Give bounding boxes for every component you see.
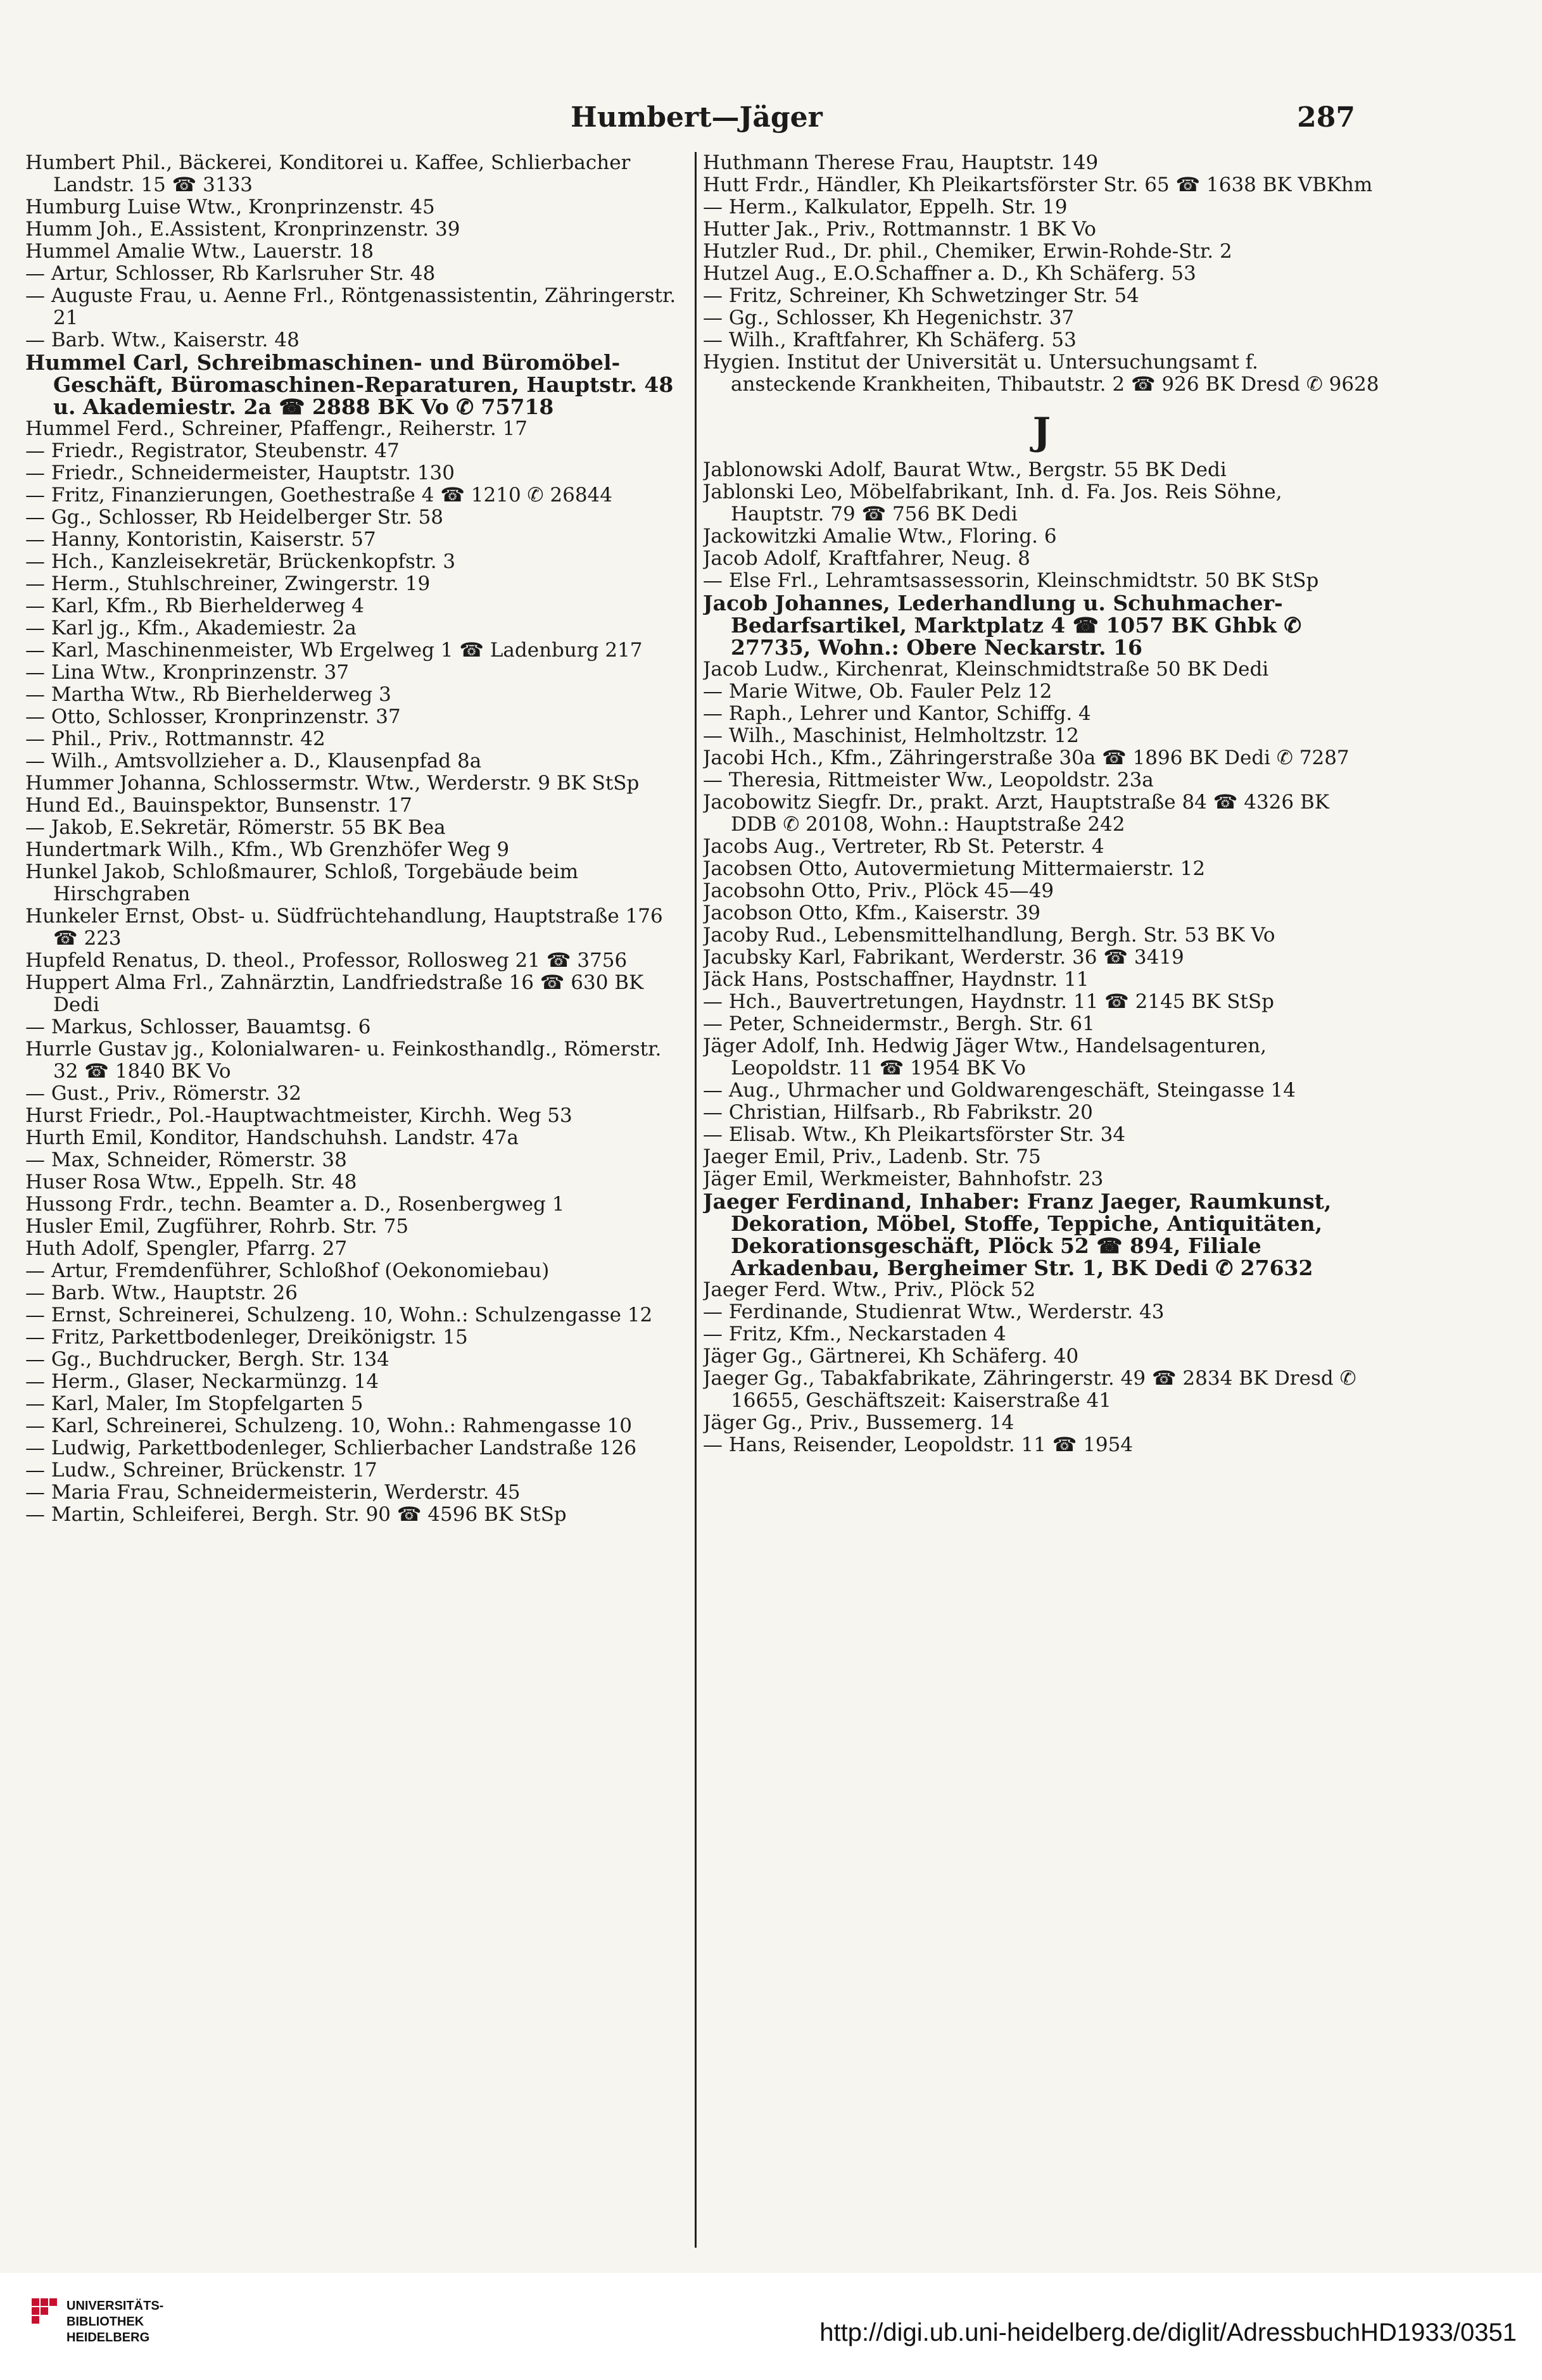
directory-entry: Hutzel Aug., E.O.Schaffner a. D., Kh Schäferg. 53: [703, 262, 1196, 285]
directory-entry: — Maria Frau, Schneidermeisterin, Werderstr. 45: [25, 1481, 521, 1504]
library-line: UNIVERSITÄTS-: [66, 2299, 164, 2313]
directory-entry: — Else Frl., Lehramtsassessorin, Kleinschmidtstr. 50 BK StSp: [703, 569, 1319, 592]
directory-entry: Jaeger Ferdinand, Inhaber: Franz Jaeger, Raumkunst, Dekoration, Möbel, Stoffe, Teppiche, Antiquitäten, Dekorationsgeschäft, Plöck 52 ☎ 894, Filiale Arkadenbau, Bergheimer Str. 1, BK Dedi ✆ 27632: [703, 1189, 1332, 1280]
directory-entry: — Karl jg., Kfm., Akademiestr. 2a: [25, 617, 357, 639]
directory-entry: — Herm., Stuhlschreiner, Zwingerstr. 19: [25, 572, 431, 595]
directory-entry: Jacobs Aug., Vertreter, Rb St. Peterstr. 4: [703, 835, 1104, 858]
directory-entry: — Fritz, Schreiner, Kh Schwetzinger Str. 54: [703, 284, 1139, 307]
directory-entry: Jacob Adolf, Kraftfahrer, Neug. 8: [703, 547, 1030, 570]
directory-entry: — Martin, Schleiferei, Bergh. Str. 90 ☎ 4596 BK StSp: [25, 1503, 567, 1526]
directory-entry: Jäger Gg., Priv., Bussemerg. 14: [703, 1411, 1014, 1434]
directory-entry: — Herm., Glaser, Neckarmünzg. 14: [25, 1370, 379, 1393]
directory-entry: — Raph., Lehrer und Kantor, Schiffg. 4: [703, 702, 1091, 725]
directory-entry: Hunkel Jakob, Schloßmaurer, Schloß, Torgebäude beim Hirschgraben: [25, 860, 579, 905]
library-name: [66, 2298, 163, 2346]
directory-entry: — Hch., Bauvertretungen, Haydnstr. 11 ☎ 2145 BK StSp: [703, 990, 1274, 1013]
directory-entry: Jacob Ludw., Kirchenrat, Kleinschmidtstraße 50 BK Dedi: [703, 658, 1269, 681]
section-letter: J: [1032, 410, 1051, 454]
directory-entry: — Gg., Schlosser, Rb Heidelberger Str. 58: [25, 506, 444, 529]
directory-entry: Hutt Frdr., Händler, Kh Pleikartsförster Str. 65 ☎ 1638 BK VBKhm: [703, 173, 1373, 196]
directory-entry: — Herm., Kalkulator, Eppelh. Str. 19: [703, 196, 1068, 218]
directory-entry: — Otto, Schlosser, Kronprinzenstr. 37: [25, 705, 401, 728]
directory-entry: Jäger Gg., Gärtnerei, Kh Schäferg. 40: [703, 1345, 1079, 1368]
directory-entry: Jacubsky Karl, Fabrikant, Werderstr. 36 ☎ 3419: [703, 946, 1184, 969]
column-divider: [695, 152, 697, 2248]
directory-entry: — Christian, Hilfsarb., Rb Fabrikstr. 20: [703, 1101, 1093, 1124]
right-column: [703, 152, 1381, 2248]
directory-entry: Hummer Johanna, Schlossermstr. Wtw., Werderstr. 9 BK StSp: [25, 772, 640, 795]
directory-entry: Humburg Luise Wtw., Kronprinzenstr. 45: [25, 196, 435, 218]
directory-entry: — Friedr., Schneidermeister, Hauptstr. 130: [25, 462, 455, 484]
directory-entry: Hussong Frdr., techn. Beamter a. D., Rosenbergweg 1: [25, 1193, 565, 1216]
directory-entry: Jacobowitz Siegfr. Dr., prakt. Arzt, Hauptstraße 84 ☎ 4326 BK DDB ✆ 20108, Wohn.: Hauptstraße 242: [703, 791, 1329, 836]
directory-entry: — Hanny, Kontoristin, Kaiserstr. 57: [25, 528, 376, 551]
directory-entry: Jaeger Emil, Priv., Ladenb. Str. 75: [703, 1145, 1041, 1168]
library-logo: [32, 2298, 222, 2355]
directory-entry: — Barb. Wtw., Kaiserstr. 48: [25, 329, 300, 351]
directory-entry: — Karl, Maschinenmeister, Wb Ergelweg 1 ☎ Ladenburg 217: [25, 639, 643, 662]
right-column-top: [703, 152, 1381, 396]
directory-entry: Huppert Alma Frl., Zahnärztin, Landfriedstraße 16 ☎ 630 BK Dedi: [25, 971, 644, 1016]
directory-entry: Hurth Emil, Konditor, Handschuhsh. Landstr. 47a: [25, 1126, 519, 1149]
directory-entry: — Marie Witwe, Ob. Fauler Pelz 12: [703, 680, 1052, 703]
directory-entry: — Ferdinande, Studienrat Wtw., Werderstr. 43: [703, 1300, 1165, 1323]
directory-entry: — Friedr., Registrator, Steubenstr. 47: [25, 439, 400, 462]
directory-entry: — Ludwig, Parkettbodenleger, Schlierbacher Landstraße 126: [25, 1437, 637, 1459]
directory-entry: Jablonski Leo, Möbelfabrikant, Inh. d. Fa. Jos. Reis Söhne, Hauptstr. 79 ☎ 756 BK Dedi: [703, 481, 1282, 526]
directory-entry: Hygien. Institut der Universität u. Untersuchungsamt f. ansteckende Krankheiten, Thibautstr. 2 ☎ 926 BK Dresd ✆ 9628: [703, 351, 1379, 396]
directory-entry: Hummel Carl, Schreibmaschinen- und Büromöbel-Geschäft, Büromaschinen-Reparaturen, Hauptstr. 48 u. Akademiestr. 2a ☎ 2888 BK Vo ✆ 75718: [25, 350, 674, 419]
directory-entry: Jablonowski Adolf, Baurat Wtw., Bergstr. 55 BK Dedi: [703, 458, 1227, 481]
directory-entry: — Artur, Schlosser, Rb Karlsruher Str. 48: [25, 262, 436, 285]
directory-entry: Jaeger Gg., Tabakfabrikate, Zähringerstr. 49 ☎ 2834 BK Dresd ✆ 16655, Geschäftszeit: Kaiserstraße 41: [703, 1367, 1356, 1412]
directory-entry: — Fritz, Kfm., Neckarstaden 4: [703, 1323, 1006, 1345]
directory-entry: — Markus, Schlosser, Bauamtsg. 6: [25, 1016, 371, 1038]
directory-entry: Jacob Johannes, Lederhandlung u. Schuhmacher-Bedarfsartikel, Marktplatz 4 ☎ 1057 BK Ghbk ✆ 27735, Wohn.: Obere Neckarstr. 16: [703, 591, 1301, 660]
directory-entry: Jacobi Hch., Kfm., Zähringerstraße 30a ☎ 1896 BK Dedi ✆ 7287: [703, 746, 1349, 769]
directory-entry: — Wilh., Amtsvollzieher a. D., Klausenpfad 8a: [25, 750, 482, 772]
directory-entry: — Lina Wtw., Kronprinzenstr. 37: [25, 661, 350, 684]
directory-entry: — Wilh., Kraftfahrer, Kh Schäferg. 53: [703, 329, 1077, 351]
directory-entry: Huser Rosa Wtw., Eppelh. Str. 48: [25, 1171, 357, 1193]
directory-entry: Hundertmark Wilh., Kfm., Wb Grenzhöfer Weg 9: [25, 838, 510, 861]
directory-entry: Jacobsohn Otto, Priv., Plöck 45—49: [703, 879, 1054, 902]
directory-entry: — Barb. Wtw., Hauptstr. 26: [25, 1281, 298, 1304]
directory-entry: — Ernst, Schreinerei, Schulzeng. 10, Wohn.: Schulzengasse 12: [25, 1304, 653, 1326]
directory-entry: — Fritz, Finanzierungen, Goethestraße 4 ☎ 1210 ✆ 26844: [25, 484, 612, 507]
left-column: [25, 152, 690, 2248]
directory-entry: — Theresia, Rittmeister Ww., Leopoldstr. 23a: [703, 769, 1154, 791]
directory-entry: — Aug., Uhrmacher und Goldwarengeschäft, Steingasse 14: [703, 1079, 1296, 1102]
directory-entry: — Max, Schneider, Römerstr. 38: [25, 1149, 347, 1171]
directory-entry: Humbert Phil., Bäckerei, Konditorei u. Kaffee, Schlierbacher Landstr. 15 ☎ 3133: [25, 152, 631, 196]
directory-entry: — Gust., Priv., Römerstr. 32: [25, 1082, 301, 1105]
directory-entry: Huth Adolf, Spengler, Pfarrg. 27: [25, 1237, 348, 1260]
directory-entry: — Wilh., Maschinist, Helmholtzstr. 12: [703, 724, 1079, 747]
directory-entry: Jacoby Rud., Lebensmittelhandlung, Bergh. Str. 53 BK Vo: [703, 924, 1275, 947]
directory-entry: — Artur, Fremdenführer, Schloßhof (Oekonomiebau): [25, 1259, 550, 1282]
directory-entry: Hummel Ferd., Schreiner, Pfaffengr., Reiherstr. 17: [25, 417, 528, 440]
running-title: Humbert—Jäger: [571, 101, 823, 134]
directory-entry: Hunkeler Ernst, Obst- u. Südfrüchtehandlung, Hauptstraße 176 ☎ 223: [25, 905, 663, 950]
directory-entry: Hurrle Gustav jg., Kolonialwaren- u. Feinkosthandlg., Römerstr. 32 ☎ 1840 BK Vo: [25, 1038, 662, 1083]
directory-entry: Huthmann Therese Frau, Hauptstr. 149: [703, 152, 1099, 174]
directory-entry: — Karl, Maler, Im Stopfelgarten 5: [25, 1392, 363, 1415]
directory-entry: Jackowitzki Amalie Wtw., Floring. 6: [703, 525, 1057, 548]
directory-entry: — Phil., Priv., Rottmannstr. 42: [25, 727, 325, 750]
directory-entry: Hummel Amalie Wtw., Lauerstr. 18: [25, 240, 374, 263]
directory-entry: Jäck Hans, Postschaffner, Haydnstr. 11: [703, 968, 1089, 991]
directory-entry: — Hans, Reisender, Leopoldstr. 11 ☎ 1954: [703, 1433, 1134, 1456]
source-url[interactable]: http://digi.ub.uni-heidelberg.de/diglit/AdressbuchHD1933/0351: [819, 2319, 1517, 2346]
directory-entry: — Peter, Schneidermstr., Bergh. Str. 61: [703, 1012, 1095, 1035]
library-line: HEIDELBERG: [66, 2331, 150, 2345]
directory-entry: — Karl, Schreinerei, Schulzeng. 10, Wohn.: Rahmengasse 10: [25, 1414, 632, 1437]
footer: [0, 2273, 1542, 2380]
directory-entry: Husler Emil, Zugführer, Rohrb. Str. 75: [25, 1215, 409, 1238]
directory-entry: — Ludw., Schreiner, Brückenstr. 17: [25, 1459, 377, 1482]
library-logo-icon: [32, 2298, 57, 2334]
directory-entry: — Elisab. Wtw., Kh Pleikartsförster Str. 34: [703, 1123, 1126, 1146]
directory-entry: — Martha Wtw., Rb Bierhelderweg 3: [25, 683, 391, 706]
directory-entry: Jäger Adolf, Inh. Hedwig Jäger Wtw., Handelsagenturen, Leopoldstr. 11 ☎ 1954 BK Vo: [703, 1035, 1267, 1080]
directory-entry: Hupfeld Renatus, D. theol., Professor, Rollosweg 21 ☎ 3756: [25, 949, 628, 972]
directory-entry: — Karl, Kfm., Rb Bierhelderweg 4: [25, 595, 364, 617]
directory-entry: Jaeger Ferd. Wtw., Priv., Plöck 52: [703, 1278, 1036, 1301]
directory-entry: Jacobson Otto, Kfm., Kaiserstr. 39: [703, 902, 1041, 924]
directory-entry: — Gg., Buchdrucker, Bergh. Str. 134: [25, 1348, 389, 1371]
library-line: BIBLIOTHEK: [66, 2315, 144, 2329]
directory-entry: — Jakob, E.Sekretär, Römerstr. 55 BK Bea: [25, 816, 446, 839]
directory-entry: Hutter Jak., Priv., Rottmannstr. 1 BK Vo: [703, 218, 1096, 241]
directory-entry: Hund Ed., Bauinspektor, Bunsenstr. 17: [25, 794, 412, 817]
page-header: [38, 101, 1355, 139]
directory-entry: — Fritz, Parkettbodenleger, Dreikönigstr. 15: [25, 1326, 468, 1349]
right-column-entries: [703, 459, 1381, 1456]
directory-entry: Hurst Friedr., Pol.-Hauptwachtmeister, Kirchh. Weg 53: [25, 1104, 572, 1127]
directory-entry: Humm Joh., E.Assistent, Kronprinzenstr. 39: [25, 218, 460, 241]
directory-entry: — Hch., Kanzleisekretär, Brückenkopfstr. 3: [25, 550, 456, 573]
page-number: 287: [1297, 101, 1355, 134]
directory-entry: — Gg., Schlosser, Kh Hegenichstr. 37: [703, 306, 1075, 329]
directory-entry: Jacobsen Otto, Autovermietung Mittermaierstr. 12: [703, 857, 1206, 880]
directory-entry: Jäger Emil, Werkmeister, Bahnhofstr. 23: [703, 1168, 1104, 1190]
directory-entry: — Auguste Frau, u. Aenne Frl., Röntgenassistentin, Zähringerstr. 21: [25, 284, 676, 329]
directory-entry: Hutzler Rud., Dr. phil., Chemiker, Erwin-Rohde-Str. 2: [703, 240, 1232, 263]
